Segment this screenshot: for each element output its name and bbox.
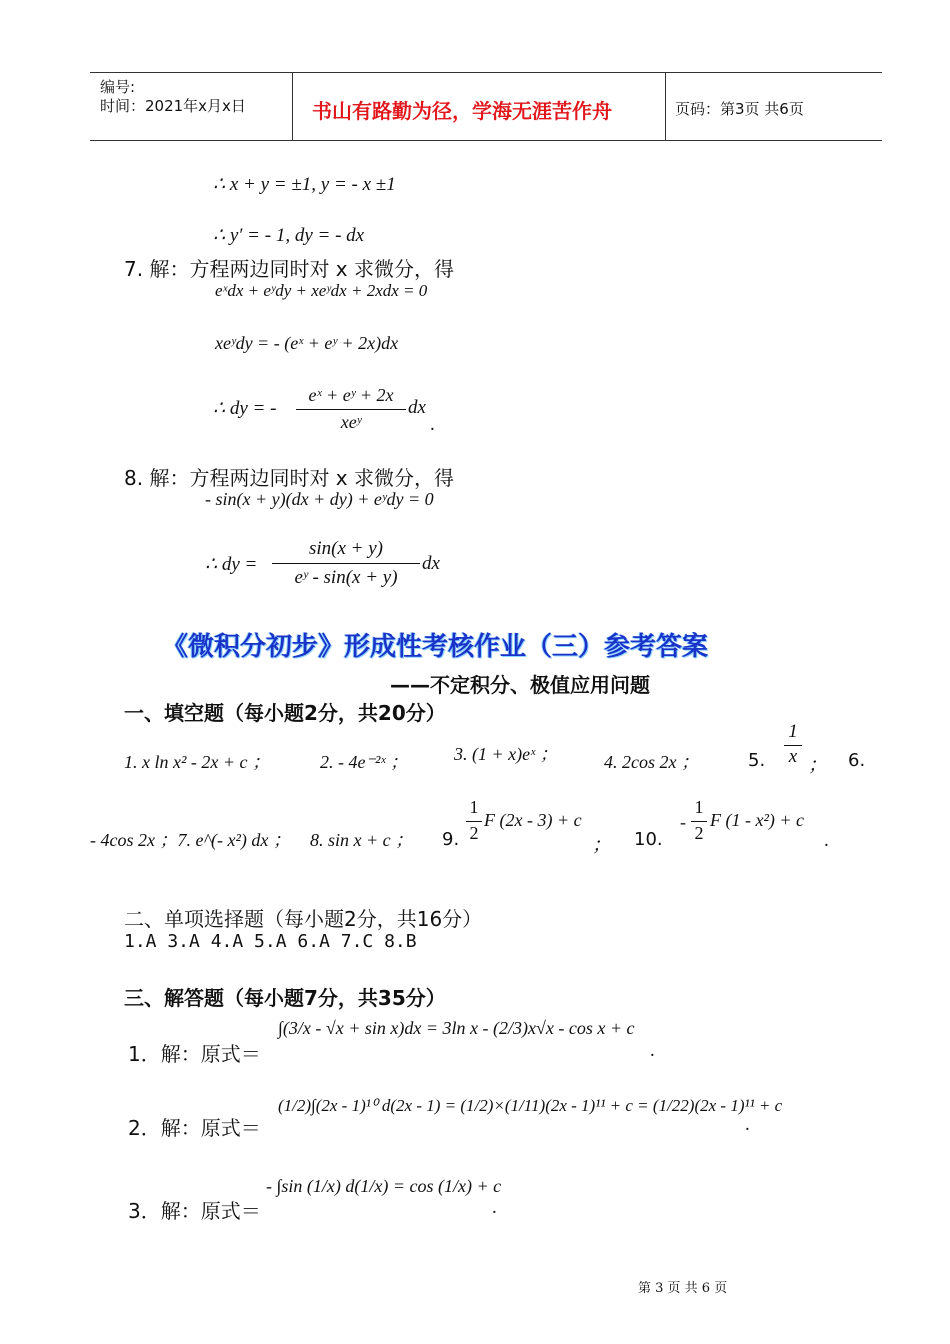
header-motto: 书山有路勤为径，学海无涯苦作舟 <box>312 99 612 123</box>
fill-answer-10-denominator: 2 <box>694 823 704 843</box>
section1-heading: 一、填空题（每小题2分，共20分） <box>124 701 446 725</box>
q8-eq2-left: ∴ dy = <box>205 554 258 575</box>
section2-heading: 二、单项选择题（每小题2分，共16分） <box>124 907 483 931</box>
page-footer: 第 3 页 共 6 页 <box>638 1281 728 1296</box>
fill-answer-5-semicolon: ； <box>808 755 828 776</box>
fill-answer-10-sign: - <box>680 812 686 832</box>
fill-answer-10-bar <box>691 821 707 822</box>
prev-line-1: ∴ x + y = ±1, y = - x ±1 <box>213 174 396 195</box>
q8-eq2-right: dx <box>422 553 440 574</box>
q7-eq3-denominator: xeʸ <box>340 412 362 432</box>
q7-eq3-right: dx <box>408 397 426 418</box>
header-time: 时间：2021年x月x日 <box>100 97 246 115</box>
fill-answer-10-numerator: 1 <box>694 797 704 817</box>
fill-answer-3: 3. (1 + x)eˣ ； <box>454 744 558 764</box>
prev-line-2: ∴ y′ = - 1, dy = - dx <box>213 225 365 246</box>
q7-eq2: xeʸdy = - (eˣ + eʸ + 2x)dx <box>215 333 399 353</box>
solution-3-expr: - ∫sin (1/x) d(1/x) = cos (1/x) + c <box>266 1176 502 1196</box>
fill-answer-5-label: 5. <box>748 750 766 771</box>
header-divider-left <box>292 72 293 140</box>
header-code: 编号: <box>100 78 136 96</box>
header-page: 页码：第3页 共6页 <box>675 100 804 118</box>
fill-answer-4: 4. 2cos 2x ； <box>604 752 699 772</box>
fill-answer-5-numerator: 1 <box>788 721 798 742</box>
solution-2-dot: . <box>745 1114 750 1135</box>
header-top-rule <box>90 72 882 73</box>
q7-eq1: eˣdx + eʸdy + xeʸdx + 2xdx = 0 <box>215 281 428 300</box>
header-divider-right <box>665 72 666 140</box>
q8-eq2-numerator: sin(x + y) <box>308 538 383 559</box>
q7-eq3-numerator: eˣ + eʸ + 2x <box>308 385 394 405</box>
fill-answer-6-7: - 4cos 2x ；7. e^(- x²) dx ； <box>90 830 291 850</box>
solution-1-expr: ∫(3/x - √x + sin x)dx = 3ln x - (2/3)x√x - cos x + c <box>278 1018 635 1038</box>
q8-eq2-denominator: eʸ - sin(x + y) <box>294 567 398 588</box>
fill-answer-9-bar <box>466 821 482 822</box>
q7-end-dot: . <box>430 414 435 435</box>
fill-answer-9-semicolon: ； <box>592 835 612 856</box>
solution-3-dot: . <box>492 1197 497 1218</box>
fill-answer-9-denominator: 2 <box>469 823 479 843</box>
fill-answer-6-label: 6. <box>848 750 866 771</box>
solution-2-expr: (1/2)∫(2x - 1)¹⁰ d(2x - 1) = (1/2)×(1/11)(2x - 1)¹¹ + c = (1/22)(2x - 1)¹¹ + c <box>278 1096 783 1115</box>
q7-fraction-bar <box>296 409 406 410</box>
q8-intro: 8. 解：方程两边同时对 x 求微分，得 <box>124 466 454 490</box>
solution-1-dot: . <box>650 1040 655 1061</box>
solution-2-label: 2．解：原式＝ <box>128 1116 261 1140</box>
q8-fraction-bar <box>272 563 420 564</box>
solution-3-label: 3．解：原式＝ <box>128 1199 261 1223</box>
fill-answer-5-denominator: x <box>788 746 798 767</box>
fill-answer-9-expr: F (2x - 3) + c <box>484 810 582 830</box>
fill-answer-10-expr: F (1 - x²) + c <box>710 810 804 830</box>
fill-answer-10-dot: . <box>824 830 829 851</box>
fill-answer-9-label: 9. <box>442 829 460 850</box>
solution-1-label: 1．解：原式＝ <box>128 1042 261 1066</box>
page-title: 《微积分初步》形成性考核作业（三）参考答案 <box>162 632 709 662</box>
choice-answers: 1.A 3.A 4.A 5.A 6.A 7.C 8.B <box>124 931 417 952</box>
header-bottom-rule <box>90 140 882 141</box>
page-subtitle: ——不定积分、极值应用问题 <box>390 673 650 697</box>
section3-heading: 三、解答题（每小题7分，共35分） <box>124 986 446 1010</box>
fill-answer-8: 8. sin x + c ； <box>310 830 414 850</box>
q7-eq3-left: ∴ dy = - <box>213 398 277 419</box>
fill-answer-1: 1. x ln x² - 2x + c ； <box>124 752 270 772</box>
q8-eq1: - sin(x + y)(dx + dy) + eʸdy = 0 <box>205 489 434 509</box>
fill-answer-2: 2. - 4e⁻²ˣ ； <box>320 752 408 772</box>
q7-intro: 7. 解：方程两边同时对 x 求微分，得 <box>124 257 454 281</box>
fill-answer-9-numerator: 1 <box>469 797 479 817</box>
fill-answer-10-label: 10. <box>634 829 663 850</box>
